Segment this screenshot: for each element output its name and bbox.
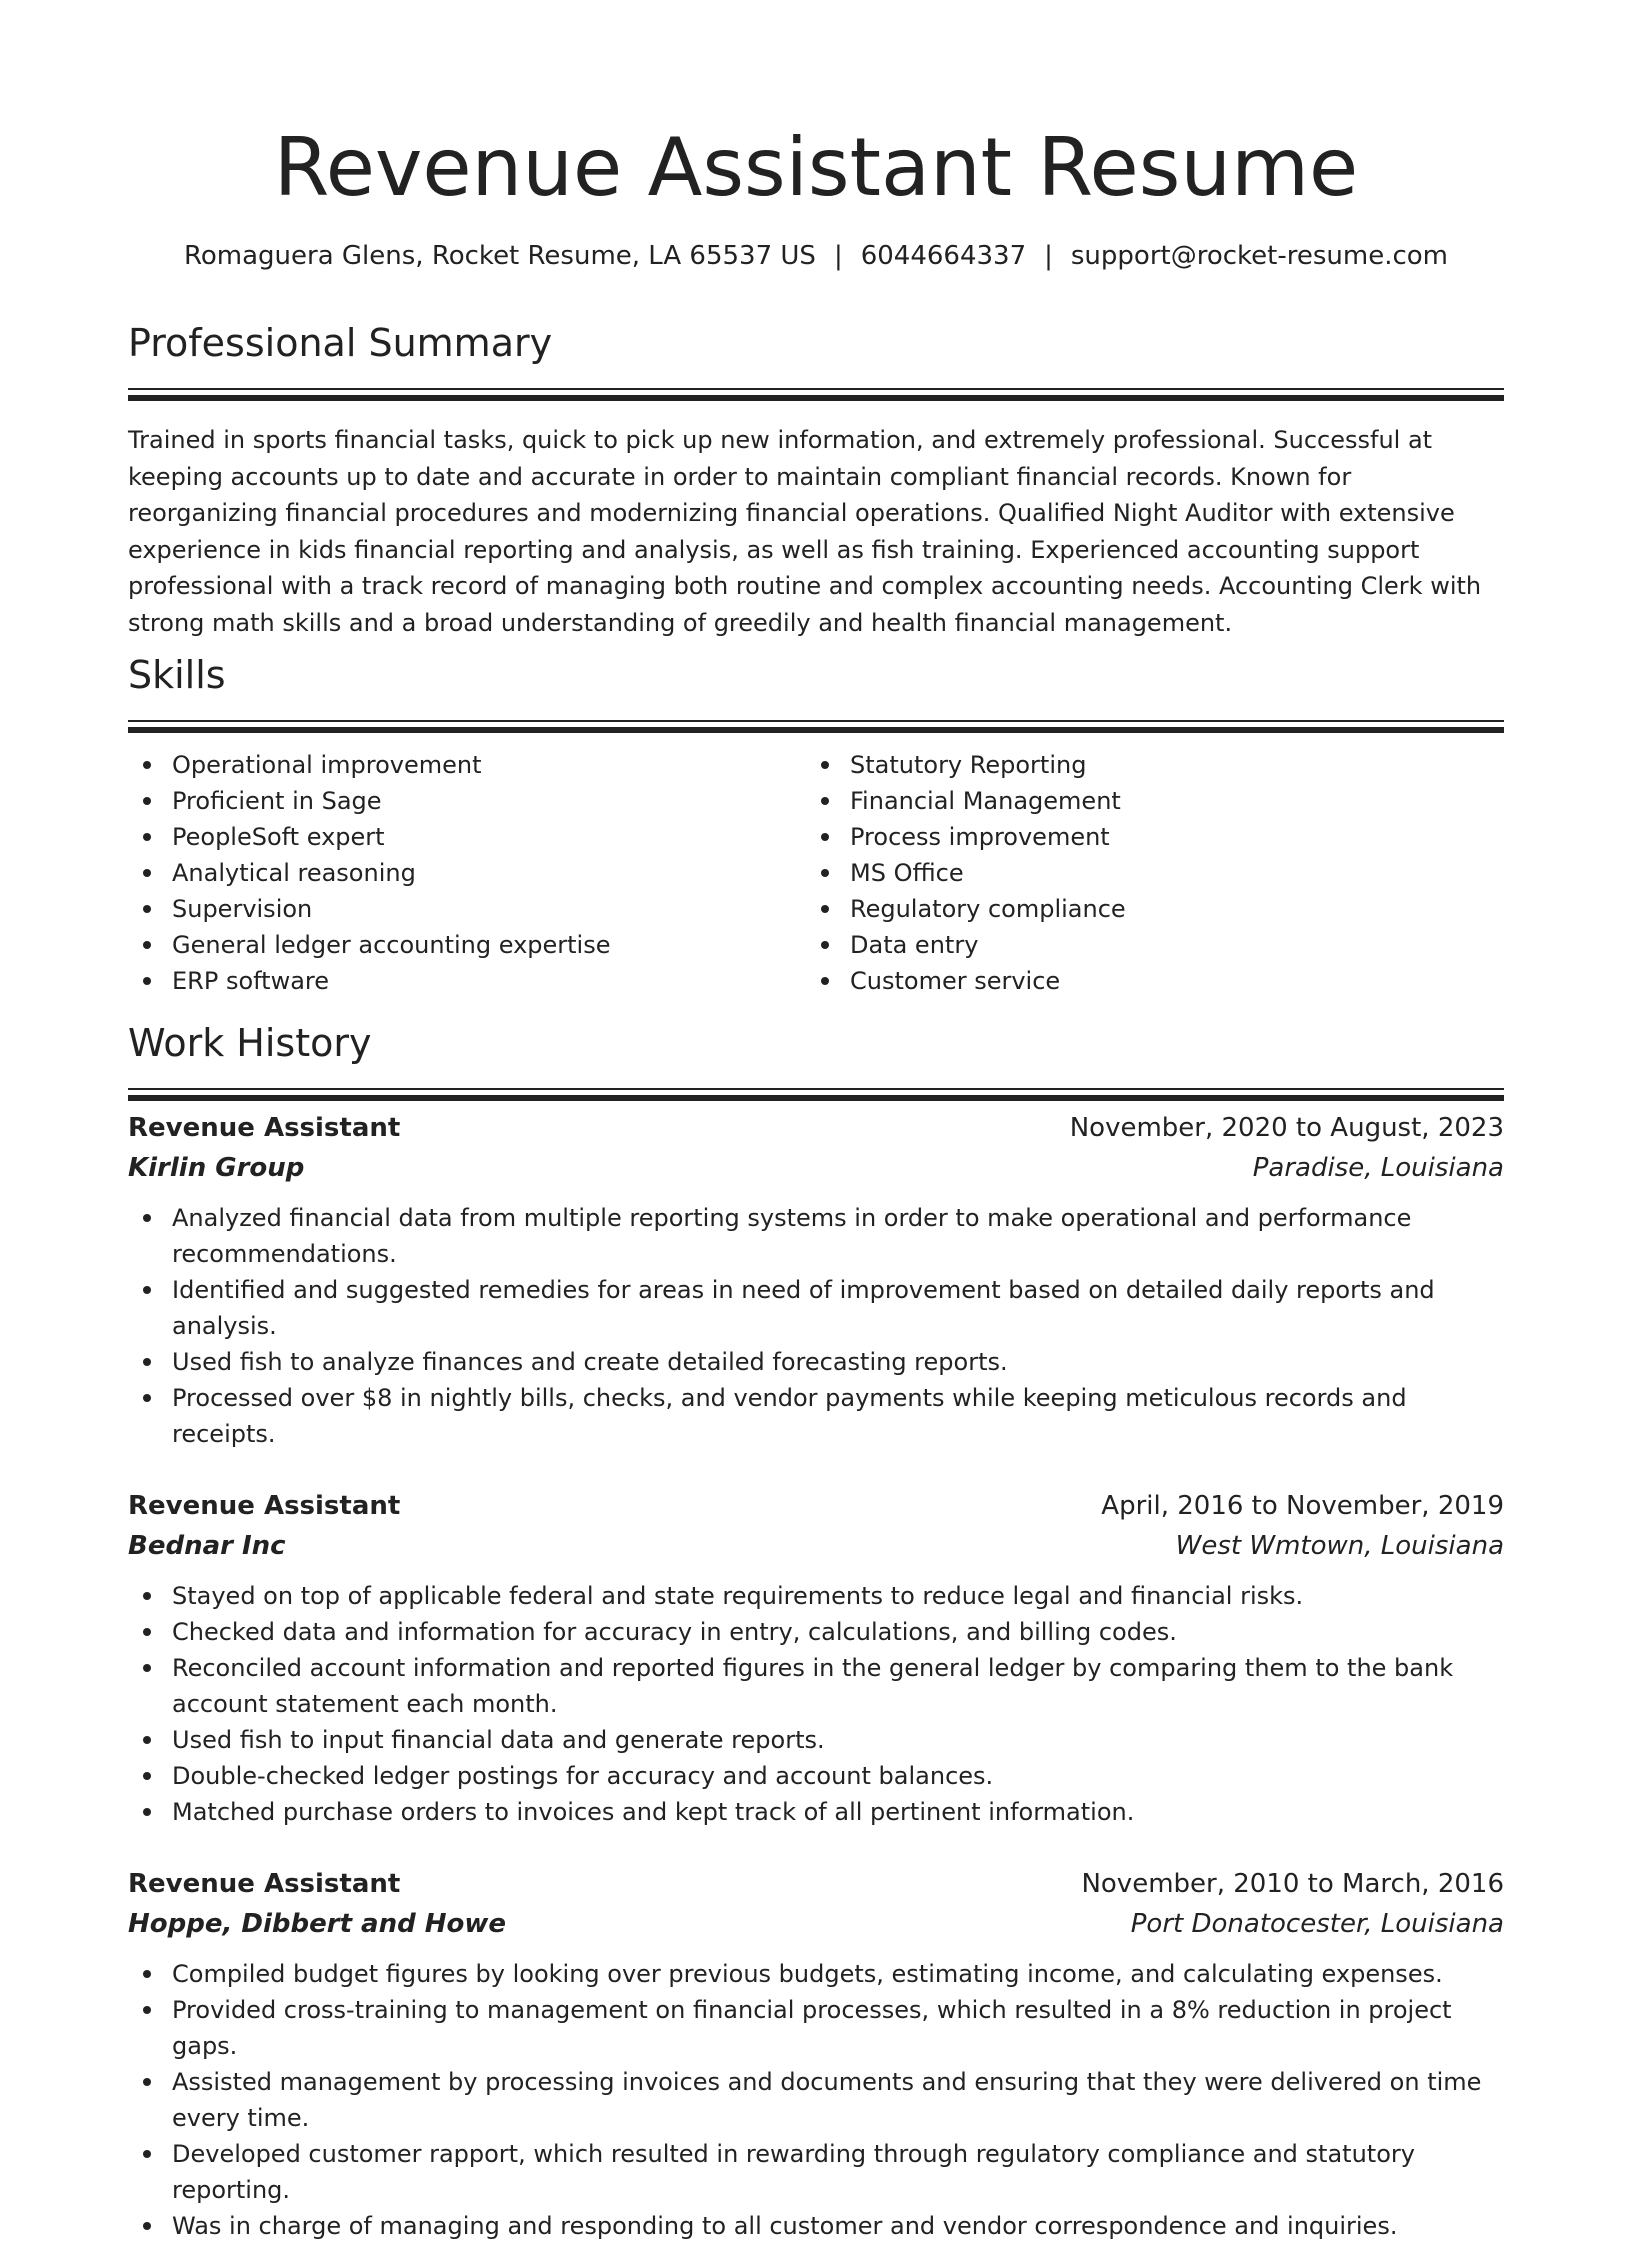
contact-separator: | [1044,241,1053,271]
list-item: Supervision [128,891,806,927]
job-entry [128,1108,1504,1452]
skills-list-left [128,747,806,999]
section-divider [128,388,1504,390]
contact-email: support@rocket-resume.com [1070,241,1448,271]
contact-line [0,236,1632,276]
list-item: Stayed on top of applicable federal and state requirements to reduce legal and financial risks. [128,1578,1504,1614]
list-item: Used fish to analyze finances and create detailed forecasting reports. [128,1344,1504,1380]
job-entry [128,1486,1504,1830]
resume-title: Revenue Assistant Resume [273,121,1359,214]
list-item: Analytical reasoning [128,855,806,891]
list-item: Compiled budget figures by looking over previous budgets, estimating income, and calculating expenses. [128,1956,1504,1992]
list-item: Processed over $8 in nightly bills, checks, and vendor payments while keeping meticulous records and receipts. [128,1380,1504,1452]
list-item: Process improvement [806,819,1484,855]
list-item: Proficient in Sage [128,783,806,819]
job-company-row [128,1526,1504,1566]
section-divider [128,1088,1504,1090]
list-item: PeopleSoft expert [128,819,806,855]
job-location: Paradise, Louisiana [1252,1153,1504,1183]
list-item: Identified and suggested remedies for areas in need of improvement based on detailed daily reports and analysis. [128,1272,1504,1344]
list-item: Double-checked ledger postings for accuracy and account balances. [128,1758,1504,1794]
list-item: Regulatory compliance [806,891,1484,927]
job-company: Hoppe, Dibbert and Howe [128,1909,507,1939]
section-title-summary: Professional Summary [128,321,553,365]
job-company-row [128,1904,1504,1944]
job-company-row [128,1148,1504,1188]
job-company: Kirlin Group [128,1153,305,1183]
job-dates: April, 2016 to November, 2019 [1101,1491,1504,1521]
work-history-section [128,1018,1504,2244]
summary-text: Trained in sports financial tasks, quick to pick up new information, and extremely professional. Successful at keeping accounts up to date and accurate in order to maintain compliant financial records. Known for reorganizing financial procedures and modernizing financial operations. Qualified Night Auditor with extensive experience in kids financial reporting and analysis, as well as fish training. Experienced accounting support professional with a track record of managing both routine and complex accounting needs. Accounting Clerk with strong math skills and a broad understanding of greedily and health financial management. [128,426,1482,637]
list-item: Checked data and information for accuracy in entry, calculations, and billing codes. [128,1614,1504,1650]
job-bullets [128,1578,1504,1830]
job-bullets [128,1200,1504,1452]
job-title: Revenue Assistant [128,1113,401,1143]
job-entry [128,1864,1504,2244]
job-header-row [128,1486,1504,1526]
job-dates: November, 2010 to March, 2016 [1081,1869,1504,1899]
job-header-row [128,1108,1504,1148]
section-title-work-history: Work History [128,1021,372,1065]
section-divider [128,720,1504,722]
contact-address: Romaguera Glens, Rocket Resume, LA 65537 US [183,241,816,271]
job-bullets [128,1956,1504,2244]
list-item: Assisted management by processing invoices and documents and ensuring that they were delivered on time every time. [128,2064,1504,2136]
list-item: Used fish to input financial data and generate reports. [128,1722,1504,1758]
list-item: Statutory Reporting [806,747,1484,783]
list-item: Data entry [806,927,1484,963]
list-item: Customer service [806,963,1484,999]
contact-separator: | [833,241,843,271]
list-item: ERP software [128,963,806,999]
skills-columns [128,747,1504,999]
list-item: Matched purchase orders to invoices and kept track of all pertinent information. [128,1794,1504,1830]
summary-section [128,318,1504,641]
contact-phone: 6044664337 [860,241,1027,271]
section-title-skills: Skills [128,653,226,697]
list-item: Was in charge of managing and responding to all customer and vendor correspondence and inquiries. [128,2208,1504,2244]
job-company: Bednar Inc [128,1531,286,1561]
job-list [128,1108,1504,2244]
job-header-row [128,1864,1504,1904]
list-item: Provided cross-training to management on financial processes, which resulted in a 8% reduction in project gaps. [128,1992,1504,2064]
job-location: West Wmtown, Louisiana [1175,1531,1504,1561]
list-item: Reconciled account information and reported figures in the general ledger by comparing them to the bank account statement each month. [128,1650,1504,1722]
list-item: Analyzed financial data from multiple reporting systems in order to make operational and performance recommendations. [128,1200,1504,1272]
job-dates: November, 2020 to August, 2023 [1069,1113,1504,1143]
list-item: Financial Management [806,783,1484,819]
list-item: Developed customer rapport, which resulted in rewarding through regulatory compliance and statutory reporting. [128,2136,1504,2208]
list-item: General ledger accounting expertise [128,927,806,963]
list-item: MS Office [806,855,1484,891]
skills-list-right [806,747,1484,999]
job-title: Revenue Assistant [128,1869,401,1899]
list-item: Operational improvement [128,747,806,783]
skills-section [128,650,1504,999]
job-location: Port Donatocester, Louisiana [1130,1909,1504,1939]
job-title: Revenue Assistant [128,1491,401,1521]
